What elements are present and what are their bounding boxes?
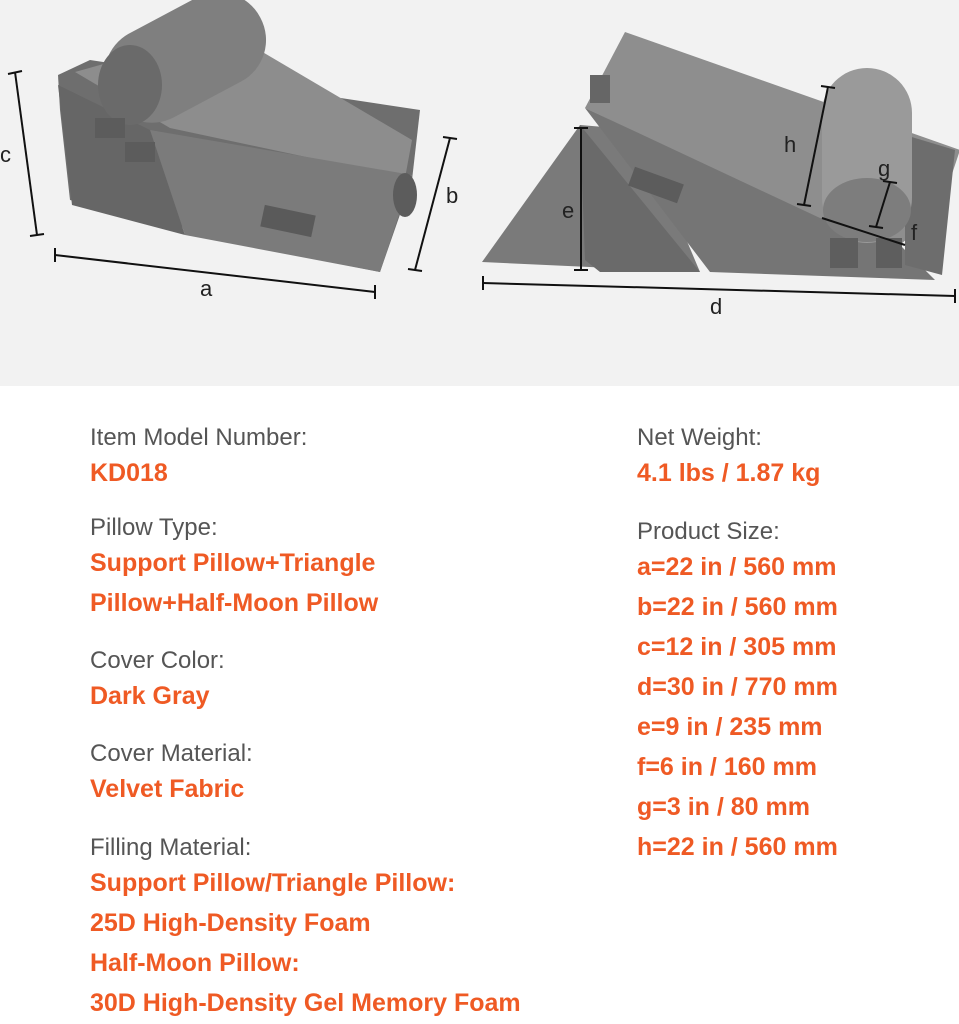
size-e: e=9 in / 235 mm [637, 713, 823, 741]
dimension-diagram [0, 0, 959, 386]
product-image-area [0, 0, 959, 386]
spec-value: Dark Gray [90, 682, 210, 710]
spec-label: Cover Color: [90, 647, 225, 674]
dimension-label-d: d [710, 294, 723, 319]
spec-value: Pillow+Half-Moon Pillow [90, 589, 379, 617]
spec-value: 30D High-Density Gel Memory Foam [90, 989, 521, 1017]
spec-label: Pillow Type: [90, 514, 218, 541]
spec-value: KD018 [90, 459, 168, 487]
spec-value: Support Pillow+Triangle [90, 549, 376, 577]
spec-label: Product Size: [637, 518, 780, 545]
spec-net-weight [637, 423, 820, 493]
size-g: g=3 in / 80 mm [637, 793, 810, 821]
spec-product-size [637, 517, 838, 867]
spec-value: Support Pillow/Triangle Pillow: [90, 869, 456, 897]
wedge-pillow-front-view [58, 0, 420, 272]
size-f: f=6 in / 160 mm [637, 753, 817, 781]
spec-label: Cover Material: [90, 740, 253, 767]
dimension-label-e: e [562, 198, 575, 223]
spec-model-number [90, 423, 307, 493]
spec-value: Velvet Fabric [90, 775, 245, 803]
spec-pillow-type [90, 513, 378, 623]
dimension-label-f: f [911, 220, 918, 245]
spec-label: Item Model Number: [90, 424, 308, 451]
dimension-label-g: g [878, 156, 891, 181]
size-c: c=12 in / 305 mm [637, 633, 837, 661]
dimension-label-c: c [0, 142, 11, 167]
spec-label: Filling Material: [90, 834, 252, 861]
dimension-label-a: a [200, 276, 213, 301]
size-a: a=22 in / 560 mm [637, 553, 837, 581]
spec-label: Net Weight: [637, 424, 762, 451]
dimension-label-h: h [784, 132, 797, 157]
size-h: h=22 in / 560 mm [637, 833, 838, 861]
spec-value: Half-Moon Pillow: [90, 949, 300, 977]
spec-cover-material [90, 739, 253, 809]
spec-value: 4.1 lbs / 1.87 kg [637, 459, 821, 487]
spec-value: 25D High-Density Foam [90, 909, 371, 937]
size-b: b=22 in / 560 mm [637, 593, 838, 621]
spec-cover-color [90, 646, 225, 716]
spec-filling-material [90, 833, 521, 1023]
dimension-label-b: b [446, 183, 459, 208]
size-d: d=30 in / 770 mm [637, 673, 838, 701]
